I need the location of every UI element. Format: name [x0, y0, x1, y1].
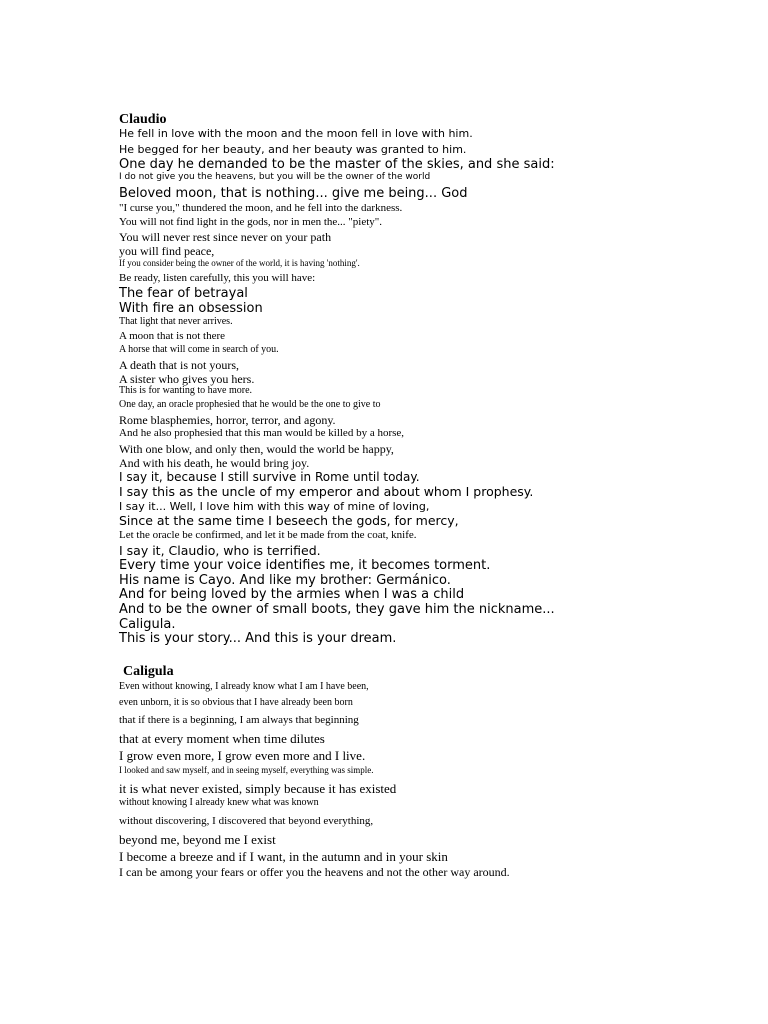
- poem-line: that if there is a beginning, I am always that beginning: [119, 714, 359, 726]
- poem-line: This is for wanting to have more.: [119, 385, 253, 396]
- poem-line: And he also prophesied that this man would be killed by a horse,: [119, 427, 405, 439]
- poem-line: He fell in love with the moon and the moon fell in love with him.: [119, 127, 473, 140]
- poem-line: A horse that will come in search of you.: [119, 344, 279, 355]
- poem-line: I looked and saw myself, and in seeing myself, everything was simple.: [119, 765, 374, 775]
- poem-line: And to be the owner of small boots, they gave him the nickname...: [119, 602, 555, 617]
- poem-line: Let the oracle be confirmed, and let it be made from the coat, knife.: [119, 529, 417, 541]
- poem-line: without discovering, I discovered that beyond everything,: [119, 815, 374, 827]
- poem-line: Be ready, listen carefully, this you will have:: [119, 272, 316, 284]
- poem-line: even unborn, it is so obvious that I have already been born: [119, 697, 353, 708]
- poem-line: I become a breeze and if I want, in the autumn and in your skin: [119, 849, 448, 864]
- poem-line: A sister who gives you hers.: [119, 372, 255, 386]
- poem-line: I say it, because I still survive in Rome until today.: [119, 470, 420, 484]
- poem-line: I say this as the uncle of my emperor and about whom I prophesy.: [119, 484, 534, 499]
- poem-line: A moon that is not there: [119, 330, 226, 342]
- poem-line: I can be among your fears or offer you the heavens and not the other way around.: [119, 865, 510, 879]
- poem-line: Even without knowing, I already know what I am I have been,: [119, 681, 369, 692]
- poem-line: without knowing I already knew what was known: [119, 797, 319, 808]
- poem-line: And for being loved by the armies when I was a child: [119, 587, 465, 602]
- poem-line: Caligula.: [119, 617, 176, 632]
- poem-line: Beloved moon, that is nothing... give me being... God: [119, 186, 468, 201]
- poem-line: His name is Cayo. And like my brother: Germánico.: [119, 573, 451, 588]
- poem-line: I say it... Well, I love him with this way of mine of loving,: [119, 500, 430, 513]
- poem-line: You will not find light in the gods, nor in men the... "piety".: [119, 216, 382, 228]
- poem-line: I do not give you the heavens, but you will be the owner of the world: [119, 172, 431, 182]
- poem-line: With one blow, and only then, would the world be happy,: [119, 442, 394, 456]
- poem-line: Every time your voice identifies me, it becomes torment.: [119, 558, 491, 573]
- poem-line: I say it, Claudio, who is terrified.: [119, 543, 321, 558]
- poem-line: With fire an obsession: [119, 301, 263, 316]
- poem-line: And with his death, he would bring joy.: [119, 456, 310, 470]
- poem-line: Rome blasphemies, horror, terror, and agony.: [119, 413, 336, 427]
- poem-line: it is what never existed, simply because it has existed: [119, 781, 397, 796]
- section-heading-caligula: Caligula: [123, 664, 174, 679]
- poem-line: That light that never arrives.: [119, 316, 233, 327]
- poem-line: beyond me, beyond me I exist: [119, 832, 276, 847]
- poem-line: A death that is not yours,: [119, 358, 239, 372]
- poem-line: you will find peace,: [119, 244, 215, 258]
- poem-line: If you consider being the owner of the world, it is having 'nothing'.: [119, 258, 360, 268]
- poem-line: The fear of betrayal: [119, 286, 248, 301]
- poem-line: One day, an oracle prophesied that he would be the one to give to: [119, 399, 381, 410]
- poem-line: I grow even more, I grow even more and I live.: [119, 748, 366, 763]
- poem-line: He begged for her beauty, and her beauty was granted to him.: [119, 143, 467, 156]
- poem-line: "I curse you," thundered the moon, and he fell into the darkness.: [119, 202, 403, 214]
- poem-line: You will never rest since never on your path: [119, 230, 332, 244]
- section-heading-claudio: Claudio: [119, 112, 167, 127]
- poem-line: that at every moment when time dilutes: [119, 731, 325, 746]
- poem-line: One day he demanded to be the master of the skies, and she said:: [119, 157, 555, 172]
- poem-line: Since at the same time I beseech the gods, for mercy,: [119, 513, 459, 528]
- poem-line: This is your story... And this is your dream.: [119, 631, 397, 646]
